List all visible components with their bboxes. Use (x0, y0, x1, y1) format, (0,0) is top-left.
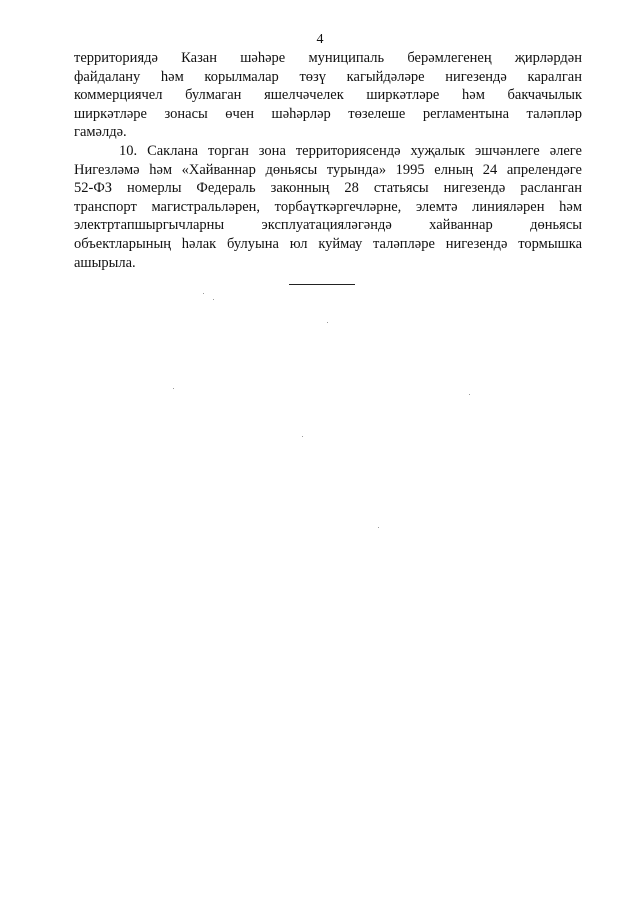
scan-speck (469, 394, 470, 395)
paragraph-2-line: электртапшыргычларны эксплуатацияләгәндә хайваннар дөньясы (74, 217, 582, 234)
paragraph-2-line: объектларының һәлак булуына юл куймау таләпләре нигезендә тормышка (74, 235, 582, 252)
paragraph-1-line: файдалану һәм корылмалар төзү кагыйдәләре нигезендә каралган (74, 68, 582, 85)
page-number: 4 (316, 32, 324, 47)
scan-speck (203, 293, 204, 294)
paragraph-2 (74, 142, 582, 272)
paragraph-1-line: территориядә Казан шәһәре муниципаль берәмлегенең җирләрдән (74, 50, 582, 66)
scan-speck (378, 527, 379, 528)
scan-speck (327, 322, 328, 323)
scan-speck (302, 436, 303, 437)
paragraph-1-line: коммерциячел булмаган яшелчәчелек ширкәтләре һәм бакчачылык (74, 87, 582, 104)
paragraph-1 (74, 49, 582, 142)
paragraph-2-line: транспорт магистральләрен, торбаүткәргечләрне, элемтә линияләрен һәм (74, 198, 582, 215)
paragraph-1-line: гамәлдә. (74, 124, 127, 141)
paragraph-2-line: 52-ФЗ номерлы Федераль законның 28 статьясы нигезендә расланган (74, 180, 582, 197)
paragraph-2-line: Нигезләмә һәм «Хайваннар дөньясы турында» 1995 елның 24 апрелендәге (74, 161, 582, 178)
scan-speck (173, 388, 174, 389)
scan-speck (213, 299, 214, 300)
separator-line (289, 284, 355, 285)
paragraph-1-line: ширкәтләре зонасы өчен шәһәрләр төзелеше регламентына таләпләр (74, 105, 582, 122)
paragraph-2-line: 10. Саклана торган зона территориясендә хуҗалык эшчәнлеге әлеге (119, 143, 582, 159)
paragraph-2-line: ашырыла. (74, 254, 136, 271)
